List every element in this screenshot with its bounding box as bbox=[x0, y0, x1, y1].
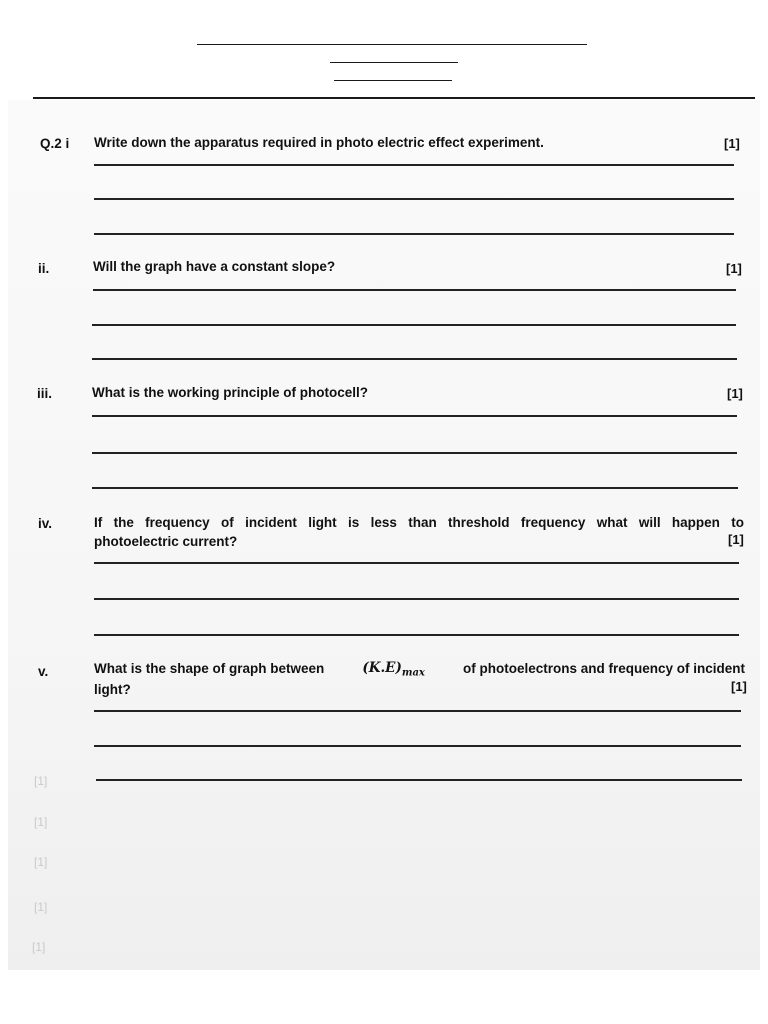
question-text-line2: photoelectric current? bbox=[94, 534, 238, 549]
question-text-part: of photoelectrons and frequency of incident bbox=[462, 661, 745, 676]
answer-line bbox=[92, 487, 738, 489]
marks-badge: [1] bbox=[727, 386, 743, 401]
marks-badge: [1] bbox=[731, 679, 747, 694]
answer-line bbox=[92, 452, 737, 454]
question-text-line1: If the frequency of incident light is less than threshold frequency what will happen to bbox=[94, 515, 744, 530]
question-label: iv. bbox=[38, 516, 53, 531]
question-text-line1 bbox=[94, 659, 745, 683]
answer-line bbox=[92, 415, 737, 417]
faded-marks: [1] bbox=[34, 855, 48, 869]
answer-line bbox=[94, 233, 734, 235]
header-rule-3 bbox=[334, 80, 452, 81]
header-divider bbox=[33, 97, 755, 99]
question-label: iii. bbox=[37, 386, 53, 401]
faded-marks: [1] bbox=[34, 900, 48, 914]
question-text: Write down the apparatus required in photo electric effect experiment. bbox=[94, 135, 544, 150]
answer-line bbox=[94, 598, 739, 600]
question-label: ii. bbox=[38, 261, 50, 276]
question-text-line2: light? bbox=[94, 682, 131, 697]
question-text: Will the graph have a constant slope? bbox=[93, 259, 336, 274]
faded-marks: [1] bbox=[34, 815, 48, 829]
marks-badge: [1] bbox=[728, 532, 744, 547]
question-text-part: What is the shape of graph between bbox=[94, 661, 325, 676]
question-text: What is the working principle of photocell? bbox=[92, 385, 369, 400]
answer-line bbox=[96, 779, 742, 781]
answer-line bbox=[94, 164, 734, 166]
header-rule-2 bbox=[330, 62, 458, 63]
header-rule-1 bbox=[197, 44, 587, 45]
answer-line bbox=[94, 198, 734, 200]
marks-badge: [1] bbox=[724, 136, 740, 151]
answer-line bbox=[93, 289, 736, 291]
faded-marks: [1] bbox=[34, 774, 48, 788]
answer-line bbox=[92, 358, 737, 360]
answer-line bbox=[92, 324, 736, 326]
answer-line bbox=[94, 710, 741, 712]
math-base: (K.E) bbox=[362, 660, 402, 676]
answer-line bbox=[94, 745, 741, 747]
answer-line bbox=[94, 634, 739, 636]
marks-badge: [1] bbox=[726, 261, 742, 276]
answer-line bbox=[94, 562, 739, 564]
question-label: Q.2 i bbox=[40, 136, 70, 151]
math-subscript: max bbox=[401, 667, 425, 679]
math-expression bbox=[362, 659, 425, 683]
faded-marks: [1] bbox=[32, 940, 46, 954]
question-label: v. bbox=[38, 664, 49, 679]
